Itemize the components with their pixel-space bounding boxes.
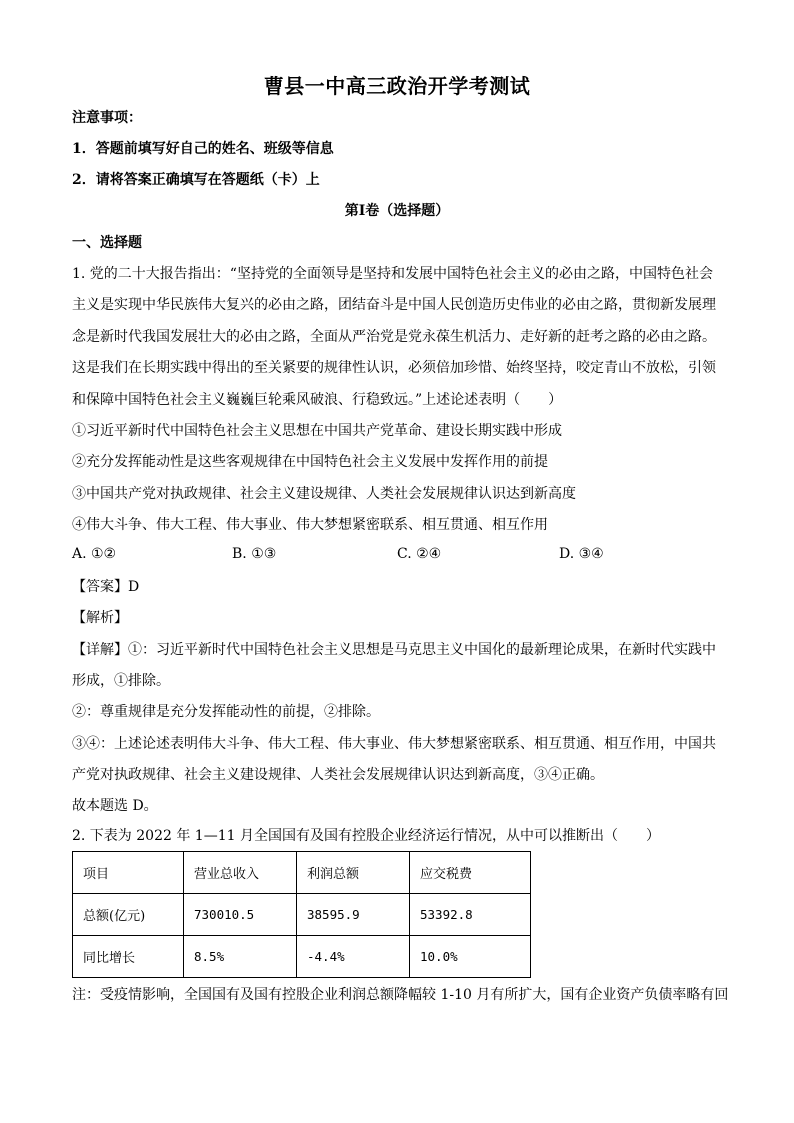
q1-statement: ④伟大斗争、伟大工程、伟大事业、伟大梦想紧密联系、相互贯通、相互作用 [72, 517, 548, 533]
table-header-cell: 项目 [73, 852, 184, 894]
q1-statement: ①习近平新时代中国特色社会主义思想在中国共产党革命、建设长期实践中形成 [72, 423, 562, 439]
table-cell: 38595.9 [297, 894, 410, 936]
q1-options [72, 546, 732, 566]
q1-statement: ③中国共产党对执政规律、社会主义建设规律、人类社会发展规律认识达到新高度 [72, 486, 576, 502]
table-cell: 10.0% [410, 936, 531, 978]
table-cell: 总额(亿元) [73, 894, 184, 936]
notice-heading: 注意事项： [72, 110, 142, 126]
q1-stem-line: 主义是实现中华民族伟大复兴的必由之路，团结奋斗是中国人民创造历史伟业的必由之路，贯彻新发展理 [72, 297, 716, 313]
q1-detail-line: 故本题选 D。 [72, 798, 158, 814]
q1-detail-line: ②：尊重规律是充分发挥能动性的前提，②排除。 [72, 704, 380, 720]
page-title: 曹县一中高三政治开学考测试 [263, 74, 531, 98]
notice-item-2: 2．请将答案正确填写在答题纸（卡）上 [72, 172, 320, 188]
table-cell: 8.5% [184, 936, 297, 978]
q1-stem-line: 念是新时代我国发展壮大的必由之路，全面从严治党是党永葆生机活力、走好新的赶考之路的必由之路。 [72, 329, 716, 345]
table-row [73, 894, 531, 936]
volume-title: 第Ⅰ卷（选择题） [344, 203, 450, 219]
table-row [73, 936, 531, 978]
q1-option-c: C. ②④ [397, 546, 442, 562]
q2-note: 注：受疫情影响，全国国有及国有控股企业利润总额降幅较 1-10 月有所扩大，国有企业资产负债率略有回 [72, 987, 729, 1003]
q1-stem-line: 和保障中国特色社会主义巍巍巨轮乘风破浪、行稳致远。”上述论述表明（ ） [72, 392, 563, 408]
q1-option-a: A. ①② [72, 546, 117, 562]
table-header-cell: 营业总收入 [184, 852, 297, 894]
table-header-cell: 利润总额 [297, 852, 410, 894]
table-cell: -4.4% [297, 936, 410, 978]
q1-analysis-tag: 【解析】 [72, 610, 128, 626]
q1-detail-line: ③④：上述论述表明伟大斗争、伟大工程、伟大事业、伟大梦想紧密联系、相互贯通、相互作用，中国共 [72, 736, 716, 752]
table-header-row [73, 852, 531, 894]
notice-item-1: 1．答题前填写好自己的姓名、班级等信息 [72, 141, 334, 157]
table-cell: 53392.8 [410, 894, 531, 936]
q1-detail-line: 产党对执政规律、社会主义建设规律、人类社会发展规律认识达到新高度，③④正确。 [72, 767, 604, 783]
q1-stem-line: 这是我们在长期实践中得出的至关紧要的规律性认识，必须倍加珍惜、始终坚持，咬定青山不放松，引领 [72, 360, 716, 376]
table-cell: 730010.5 [184, 894, 297, 936]
q1-detail-line: 【详解】①：习近平新时代中国特色社会主义思想是马克思主义中国化的最新理论成果，在新时代实践中 [72, 642, 716, 658]
q1-option-b: B. ①③ [232, 546, 277, 562]
q1-stem-line: 1. 党的二十大报告指出：“坚持党的全面领导是坚持和发展中国特色社会主义的必由之路，中国特色社会 [72, 266, 713, 282]
q2-data-table [72, 851, 531, 978]
q1-answer: 【答案】D [72, 579, 140, 595]
q1-option-d: D. ③④ [559, 546, 604, 562]
section-title: 一、选择题 [72, 235, 142, 251]
q1-statement: ②充分发挥能动性是这些客观规律在中国特色社会主义发展中发挥作用的前提 [72, 454, 548, 470]
table-header-cell: 应交税费 [410, 852, 531, 894]
table-cell: 同比增长 [73, 936, 184, 978]
q2-stem: 2. 下表为 2022 年 1—11 月全国国有及国有控股企业经济运行情况，从中可以推断出（ ） [72, 828, 660, 844]
q1-detail-line: 形成，①排除。 [72, 673, 170, 689]
